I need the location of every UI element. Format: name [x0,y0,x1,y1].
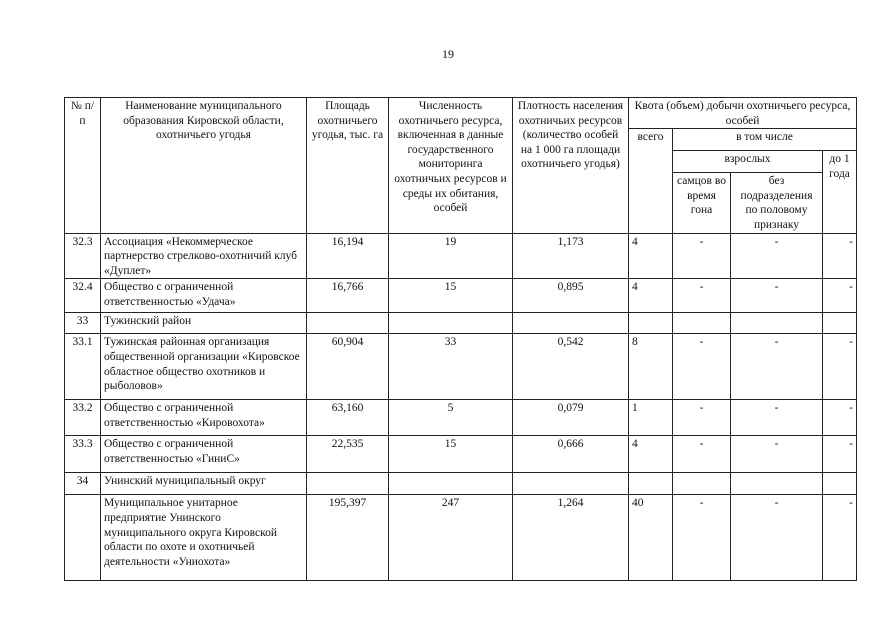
section-number: 33 [65,313,101,334]
row-males-rut: - [673,279,731,313]
row-density: 1,173 [513,233,629,279]
section-row [65,313,857,334]
row-under-one-year: - [823,279,857,313]
row-no-sex-division: - [731,334,823,400]
row-under-one-year: - [823,334,857,400]
row-under-one-year: - [823,436,857,473]
row-density: 0,079 [513,400,629,436]
row-name: Ассоциация «Некоммерческое партнерство стрелково-охотничий клуб «Дуплет» [101,233,307,279]
table-row [65,233,857,279]
page-number: 19 [442,47,454,61]
row-name: Общество с ограниченной ответственностью «ГиниС» [101,436,307,473]
header-including: в том числе [673,129,857,151]
table-row [65,400,857,436]
row-quota-total: 4 [629,233,673,279]
table-row [65,334,857,400]
header-males-rut: самцов во время гона [673,173,731,233]
row-count: 15 [389,436,513,473]
row-count: 5 [389,400,513,436]
header-area: Площадь охотничьего угодья, тыс. га [307,98,389,234]
row-males-rut: - [673,436,731,473]
row-area: 195,397 [307,495,389,581]
row-number: 32.3 [65,233,101,279]
row-area: 22,535 [307,436,389,473]
row-under-one-year: - [823,233,857,279]
row-no-sex-division: - [731,233,823,279]
row-count: 33 [389,334,513,400]
section-name: Унинский муниципальный округ [101,473,307,495]
row-area: 16,766 [307,279,389,313]
row-under-one-year: - [823,400,857,436]
header-name: Наименование муниципального образования Кировской области, охотничьего угодья [101,98,307,234]
row-area: 16,194 [307,233,389,279]
row-quota-total: 4 [629,436,673,473]
header-quota: Квота (объем) добычи охотничьего ресурса, особей [629,98,857,129]
header-density: Плотность населения охотничьих ресурсов (количество особей на 1 000 га площади охотничьего угодья) [513,98,629,234]
header-adults: взрослых [673,151,823,173]
row-quota-total: 1 [629,400,673,436]
row-number: 33.3 [65,436,101,473]
section-row [65,473,857,495]
row-name: Общество с ограниченной ответственностью «Удача» [101,279,307,313]
header-total: всего [629,129,673,233]
header-number: № п/п [65,98,101,234]
row-count: 15 [389,279,513,313]
section-name: Тужинский район [101,313,307,334]
hunting-quota-table [64,97,857,581]
row-number: 32.4 [65,279,101,313]
row-number [65,495,101,581]
row-density: 1,264 [513,495,629,581]
row-name: Тужинская районная организация общественной организации «Кировское областное общество охотников и рыболовов» [101,334,307,400]
header-no-sex-division: без подразделения по половому признаку [731,173,823,233]
row-area: 63,160 [307,400,389,436]
table-row [65,495,857,581]
row-males-rut: - [673,334,731,400]
row-quota-total: 4 [629,279,673,313]
row-males-rut: - [673,495,731,581]
row-quota-total: 8 [629,334,673,400]
row-area: 60,904 [307,334,389,400]
row-males-rut: - [673,400,731,436]
row-count: 19 [389,233,513,279]
row-no-sex-division: - [731,495,823,581]
row-name: Общество с ограниченной ответственностью «Кировохота» [101,400,307,436]
row-number: 33.2 [65,400,101,436]
header-count: Численность охотничьего ресурса, включенная в данные государственного мониторинга охотничьих ресурсов и среды их обитания, особей [389,98,513,234]
row-count: 247 [389,495,513,581]
row-density: 0,666 [513,436,629,473]
row-no-sex-division: - [731,436,823,473]
row-quota-total: 40 [629,495,673,581]
row-no-sex-division: - [731,279,823,313]
section-number: 34 [65,473,101,495]
row-name: Муниципальное унитарное предприятие Унинского муниципального округа Кировской области по охоте и охотничьей деятельности «Униохота» [101,495,307,581]
row-number: 33.1 [65,334,101,400]
row-males-rut: - [673,233,731,279]
header-under-one-year: до 1 года [823,151,857,233]
row-density: 0,895 [513,279,629,313]
table-row [65,279,857,313]
row-density: 0,542 [513,334,629,400]
row-under-one-year: - [823,495,857,581]
row-no-sex-division: - [731,400,823,436]
table-row [65,436,857,473]
